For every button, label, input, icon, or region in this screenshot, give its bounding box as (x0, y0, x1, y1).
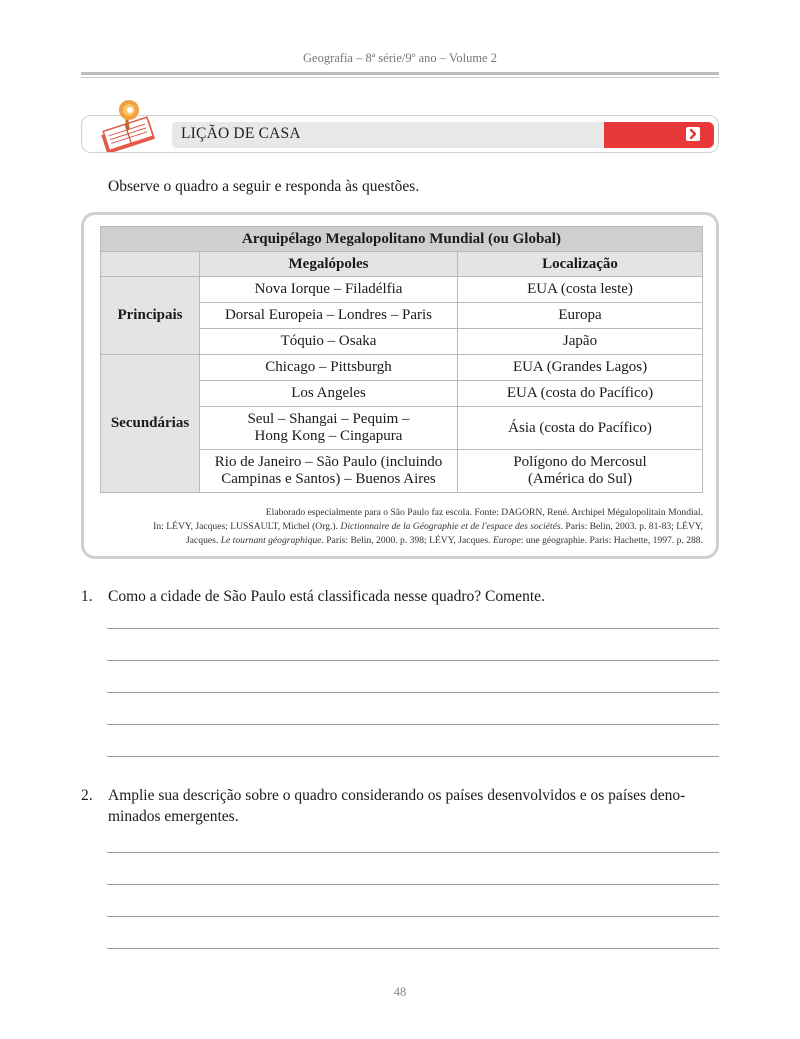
source-line: Elaborado especialmente para o São Paulo faz escola. Fonte: DAGORN, René. Archipel Mégalopolitain Mondial. (265, 507, 703, 518)
cell-line: (América do Sul) (527, 471, 633, 487)
cell-line: Polígono do Mercosul (513, 454, 647, 470)
lesson-book-icon (95, 100, 167, 152)
cell-localizacao: Europa (458, 303, 703, 329)
answer-line[interactable] (107, 948, 719, 949)
cell-line: Rio de Janeiro – São Paulo (incluindo (214, 454, 443, 470)
cell-localizacao: Ásia (costa do Pacífico) (458, 407, 703, 450)
cell-megalopole: Chicago – Pittsburgh (200, 355, 458, 381)
answer-line[interactable] (107, 692, 719, 693)
table-source-note (100, 506, 703, 548)
table-header-megalopoles: Megalópoles (200, 252, 458, 277)
cell-localizacao: Japão (458, 329, 703, 355)
cell-megalopole: Dorsal Europeia – Londres – Paris (200, 303, 458, 329)
answer-line[interactable] (107, 852, 719, 853)
answer-line[interactable] (107, 724, 719, 725)
group-label-secundarias: Secundárias (101, 355, 200, 493)
section-title: LIÇÃO DE CASA (181, 125, 301, 142)
source-line: Jacques. Le tournant géographique. Paris: Belin, 2000. p. 398; LÉVY, Jacques. Europe: une géographie. Paris: Hachette, 1997. p. 288. (186, 535, 703, 546)
answer-line[interactable] (107, 628, 719, 629)
question-text: Amplie sua descrição sobre o quadro considerando os países desenvolvidos e os países deno- minados emergentes. (108, 787, 686, 825)
table-title: Arquipélago Megalopolitano Mundial (ou Global) (101, 227, 703, 252)
cell-line: Seul – Shangai – Pequim – (247, 411, 410, 427)
cell-line: Hong Kong – Cingapura (254, 428, 403, 444)
cell-megalopole: Los Angeles (200, 381, 458, 407)
cell-line: Campinas e Santos) – Buenos Aires (221, 471, 436, 487)
table-row (101, 355, 703, 381)
intro-text: Observe o quadro a seguir e responda às questões. (108, 178, 420, 195)
chevron-right-icon (686, 127, 700, 141)
answer-line[interactable] (107, 660, 719, 661)
question-number: 2. (81, 787, 93, 804)
running-header: Geografia – 8ª série/9º ano – Volume 2 (303, 51, 497, 65)
header-rule-thick (81, 72, 719, 75)
table-header-localizacao: Localização (458, 252, 703, 277)
table-row (101, 277, 703, 303)
question-number: 1. (81, 588, 93, 605)
megalopolis-table (100, 226, 703, 493)
cell-localizacao (458, 450, 703, 493)
cell-megalopole: Tóquio – Osaka (200, 329, 458, 355)
cell-localizacao: EUA (Grandes Lagos) (458, 355, 703, 381)
cell-megalopole (200, 450, 458, 493)
source-line: In: LÉVY, Jacques; LUSSAULT, Michel (Org.). Dictionnaire de la Géographie et de l'espace des sociétés. Paris: Belin, 2003. p. 81-83; LÉVY, (153, 521, 703, 532)
answer-line[interactable] (107, 916, 719, 917)
answer-line[interactable] (107, 884, 719, 885)
question-text: Como a cidade de São Paulo está classificada nesse quadro? Comente. (108, 588, 545, 605)
cell-localizacao: EUA (costa do Pacífico) (458, 381, 703, 407)
table-header-empty (101, 252, 200, 277)
cell-localizacao: EUA (costa leste) (458, 277, 703, 303)
header-rule-thin (81, 77, 719, 78)
group-label-principais: Principais (101, 277, 200, 355)
cell-megalopole: Nova Iorque – Filadélfia (200, 277, 458, 303)
page-number: 48 (393, 985, 407, 999)
cell-megalopole (200, 407, 458, 450)
answer-line[interactable] (107, 756, 719, 757)
